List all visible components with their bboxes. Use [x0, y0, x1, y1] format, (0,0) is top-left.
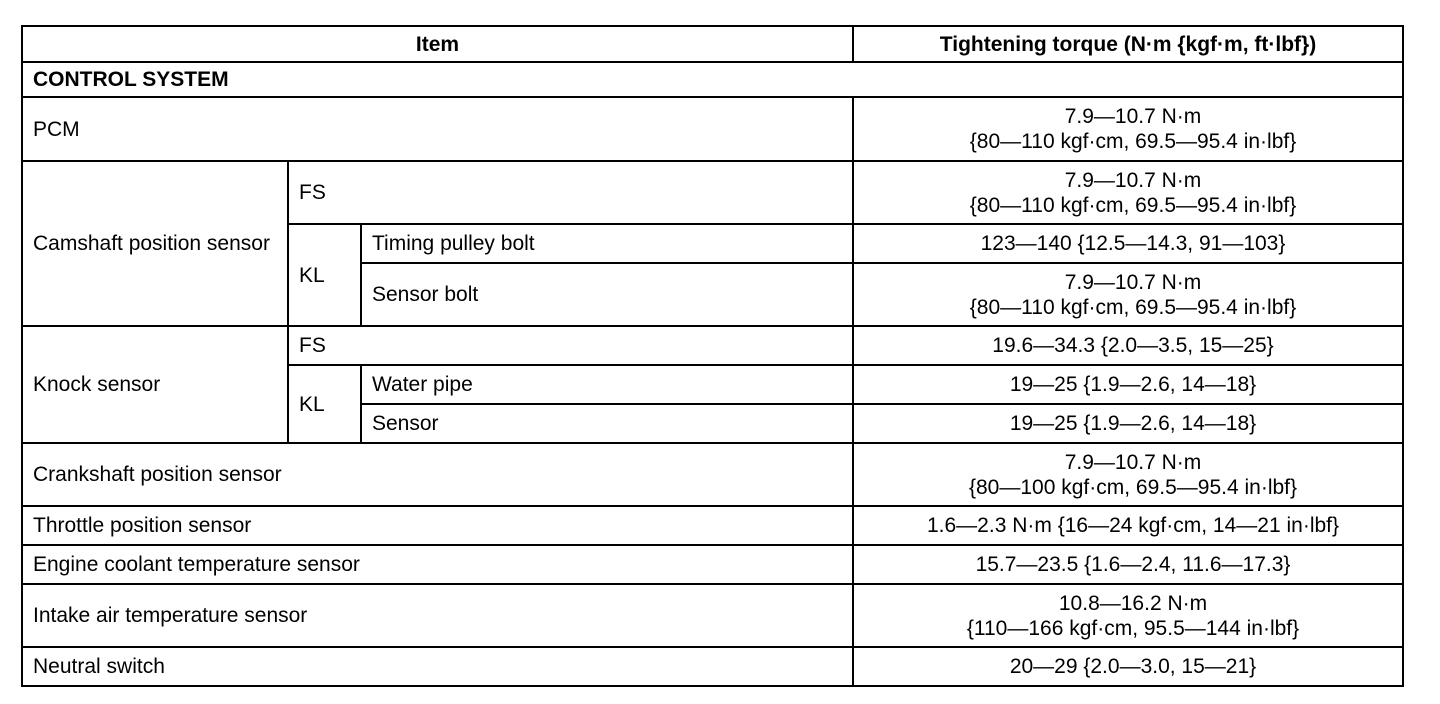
- header-row: [22, 26, 1403, 62]
- value-line: 10.8—16.2 N·m: [1058, 591, 1208, 615]
- item-water-pipe: Water pipe: [361, 365, 853, 404]
- value-timing-pulley-bolt: 123—140 {12.5—14.3, 91—103}: [853, 224, 1403, 263]
- table-row: [22, 647, 1403, 686]
- camshaft-fs-label: FS: [288, 161, 853, 224]
- item-knock-sensor: Sensor: [361, 404, 853, 443]
- table-row: [22, 506, 1403, 545]
- table-row: [22, 97, 1403, 161]
- table-row: [22, 545, 1403, 584]
- knock-kl-label: KL: [288, 365, 361, 443]
- value-line: {110—166 kgf·cm, 95.5—144 in·lbf}: [966, 616, 1300, 640]
- section-row: [22, 62, 1403, 97]
- camshaft-kl-label: KL: [288, 224, 361, 326]
- value-line: 7.9—10.7 N·m: [1064, 450, 1202, 474]
- section-title: CONTROL SYSTEM: [22, 62, 1403, 97]
- item-crankshaft: Crankshaft position sensor: [22, 443, 853, 506]
- value-neutral: 20—29 {2.0—3.0, 15—21}: [853, 647, 1403, 686]
- value-line: 7.9—10.7 N·m: [1064, 270, 1202, 294]
- knock-fs-label: FS: [288, 326, 853, 365]
- header-torque: Tightening torque (N·m {kgf·m, ft·lbf}): [853, 26, 1403, 62]
- value-line: {80—110 kgf·cm, 69.5—95.4 in·lbf}: [969, 130, 1297, 153]
- header-item: Item: [22, 26, 853, 62]
- table-row: [22, 161, 1403, 224]
- table-row: [22, 326, 1403, 365]
- item-coolant: Engine coolant temperature sensor: [22, 545, 853, 584]
- value-intake: [853, 584, 1403, 647]
- value-water-pipe: 19—25 {1.9—2.6, 14—18}: [853, 365, 1403, 404]
- item-timing-pulley-bolt: Timing pulley bolt: [361, 224, 853, 263]
- item-neutral: Neutral switch: [22, 647, 853, 686]
- value-crankshaft: [853, 443, 1403, 506]
- item-pcm: PCM: [22, 97, 853, 161]
- item-intake: Intake air temperature sensor: [22, 584, 853, 647]
- item-camshaft: Camshaft position sensor: [22, 161, 288, 326]
- value-camshaft-fs: [853, 161, 1403, 224]
- value-knock-fs: 19.6—34.3 {2.0—3.5, 15—25}: [853, 326, 1403, 365]
- table-row: [22, 584, 1403, 647]
- value-coolant: 15.7—23.5 {1.6—2.4, 11.6—17.3}: [853, 545, 1403, 584]
- table-row: [22, 443, 1403, 506]
- value-throttle: 1.6—2.3 N·m {16—24 kgf·cm, 14—21 in·lbf}: [853, 506, 1403, 545]
- value-sensor-bolt: [853, 263, 1403, 326]
- torque-spec-table: [21, 25, 1404, 687]
- item-sensor-bolt: Sensor bolt: [361, 263, 853, 326]
- item-knock: Knock sensor: [22, 326, 288, 443]
- value-line: 7.9—10.7 N·m: [1064, 105, 1202, 128]
- item-throttle: Throttle position sensor: [22, 506, 853, 545]
- value-line: {80—100 kgf·cm, 69.5—95.4 in·lbf}: [968, 475, 1298, 499]
- value-line: 7.9—10.7 N·m: [1064, 168, 1202, 192]
- value-line: {80—110 kgf·cm, 69.5—95.4 in·lbf}: [969, 193, 1297, 217]
- value-line: {80—110 kgf·cm, 69.5—95.4 in·lbf}: [969, 295, 1297, 319]
- value-knock-sensor: 19—25 {1.9—2.6, 14—18}: [853, 404, 1403, 443]
- value-pcm: [853, 97, 1403, 161]
